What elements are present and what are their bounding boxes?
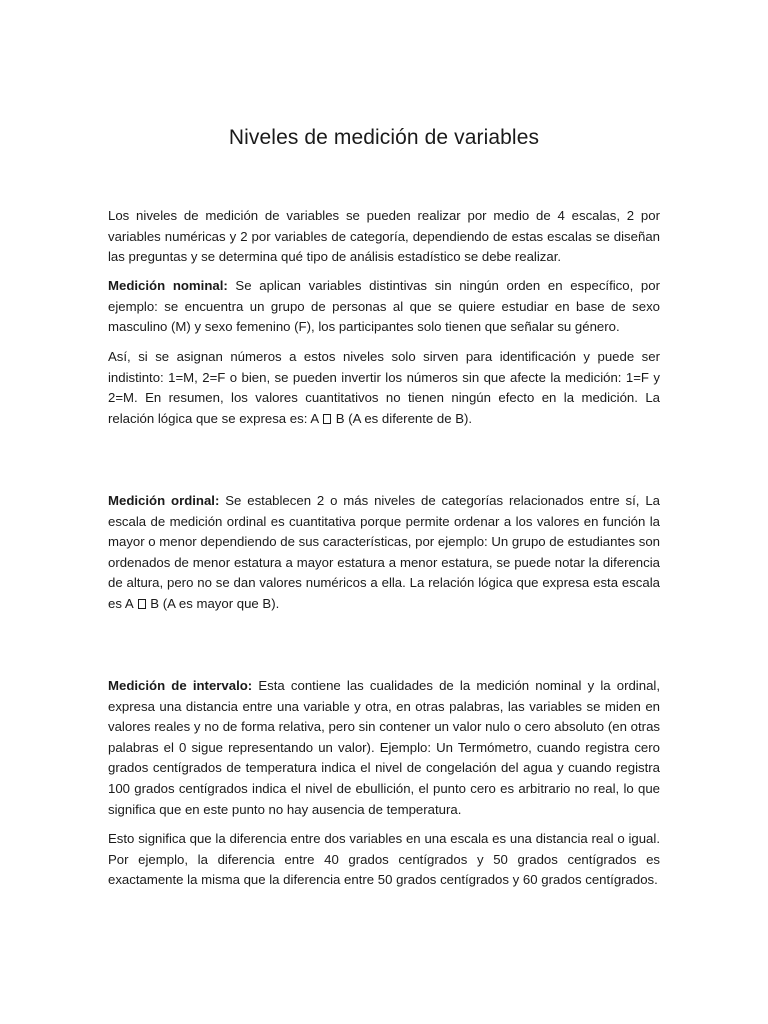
interval-example-text: Esto significa que la diferencia entre dos variables en una escala es una distancia real o igual. Por ejemplo, la diferencia entre 40 grados centígrados y 50 grados centígrados es exactamente la misma que la diferencia entre 50 grados centígrados y 60 grados centígrados. [108,831,660,888]
interval-text: Esta contiene las cualidades de la medición nominal y la ordinal, expresa una distancia entre una variable y otra, en otras palabras, las variables se miden en valores reales y no de forma relativa, pero sin contener un valor nulo o cero absoluto (en otras palabras el 0 sigue representando un valor). Ejemplo: Un Termómetro, cuando registra cero grados centígrados de temperatura indica el nivel de congelación del agua y cuando registra 100 grados centígrados indica el nivel de ebullición, el punto cero es arbitrario no real, lo que significa que en este punto no hay ausencia de temperatura. [108,678,660,817]
nominal-paragraph [108,276,660,338]
ordinal-text-before: Se establecen 2 o más niveles de categorías relacionados entre sí, La escala de medición ordinal es cuantitativa porque permite ordenar a los valores en función la mayor o menor dependiendo de sus características, por ejemplo: Un grupo de estudiantes son ordenados de menor estatura a mayor estatura a menor estatura, se puede notar la diferencia de altura, pero no se dan valores numéricos a ella. La relación lógica que expresa esta escala es A [108,493,660,611]
missing-glyph-icon [323,414,331,424]
nominal-text: Se aplican variables distintivas sin ningún orden en específico, por ejemplo: se encuentra un grupo de personas al que se quiere estudiar en base de sexo masculino (M) y sexo femenino (F), los participantes solo tienen que señalar su género. [108,278,660,335]
interval-example-paragraph [108,829,660,891]
intro-text: Los niveles de medición de variables se pueden realizar por medio de 4 escalas, 2 por variables numéricas y 2 por variables de categoría, dependiendo de estas escalas se diseñan las preguntas y se determina qué tipo de análisis estadístico se debe realizar. [108,208,660,265]
intro-paragraph [108,206,660,268]
nominal-relation-text-after: B (A es diferente de B). [335,410,473,426]
interval-label: Medición de intervalo: [108,678,253,693]
ordinal-label: Medición ordinal: [108,493,220,508]
missing-glyph-icon [138,599,146,609]
nominal-relation-paragraph [108,347,660,429]
ordinal-text-after: B (A es mayor que B). [150,595,280,611]
nominal-relation-text-before: Así, si se asignan números a estos niveles solo sirven para identificación y puede ser indistinto: 1=M, 2=F o bien, se pueden invertir los números sin que afecte la medición: 1=F y 2=M. En resumen, los valores cuantitativos no tienen ningún efecto en la medición. La relación lógica que se expresa es: A [108,349,660,426]
nominal-label: Medición nominal: [108,278,228,293]
ordinal-paragraph [108,491,660,615]
interval-paragraph [108,676,660,820]
page-title: Niveles de medición de variables [228,126,540,149]
